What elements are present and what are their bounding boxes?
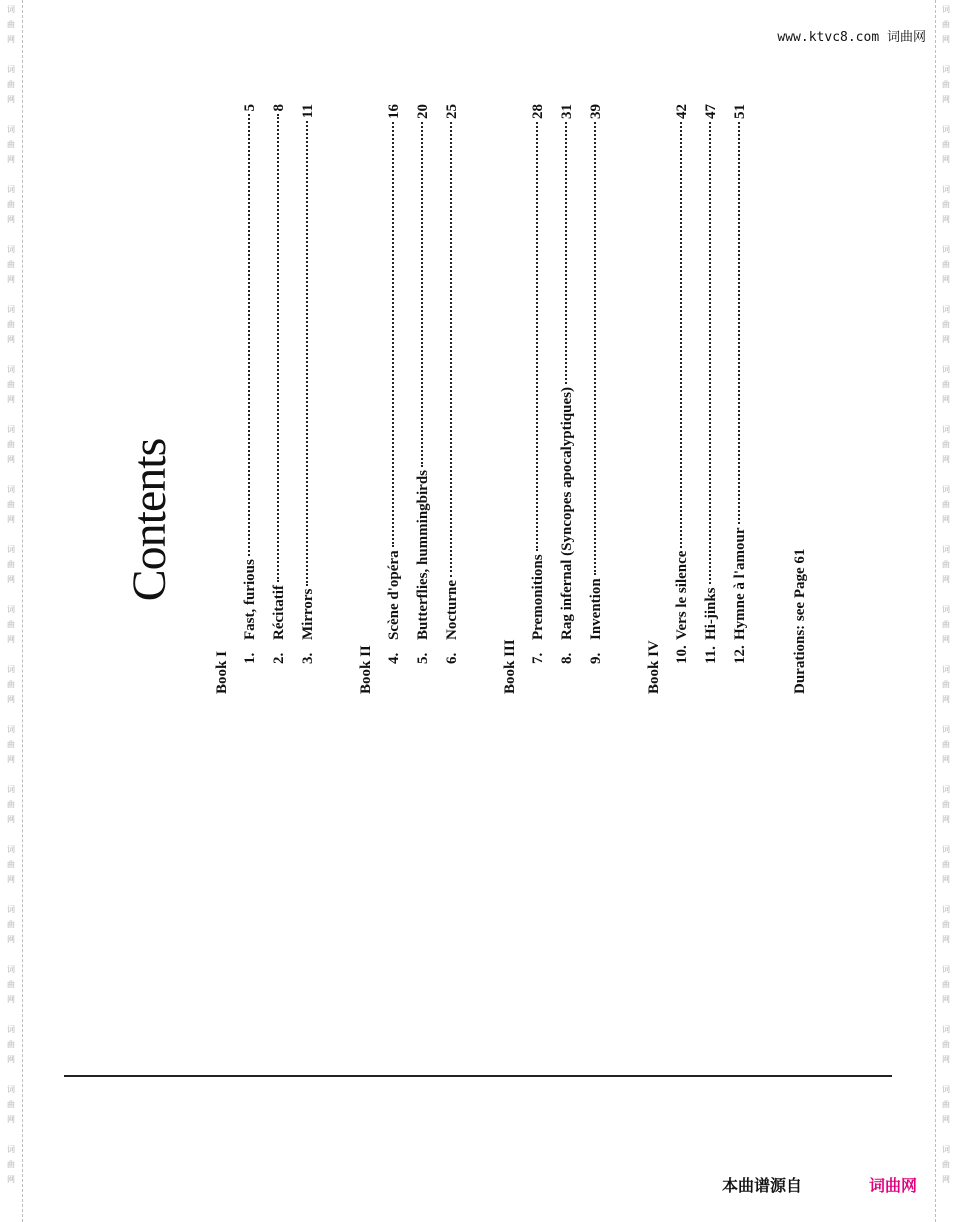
entry-number: 12.	[732, 645, 748, 664]
watermark-char: 曲	[942, 920, 950, 929]
contents-page	[118, 104, 838, 820]
watermark-char: 词	[7, 785, 15, 794]
site-header	[777, 26, 926, 45]
toc-entry	[294, 104, 323, 694]
watermark-char: 词	[7, 725, 15, 734]
left-watermark-strip	[0, 0, 23, 1222]
watermark-char: 网	[942, 1115, 950, 1124]
watermark-char: 词	[942, 305, 950, 314]
watermark-char: 网	[942, 155, 950, 164]
page-title: Contents	[123, 438, 176, 602]
watermark-char: 曲	[7, 800, 15, 809]
watermark-char: 词	[7, 965, 15, 974]
watermark-char: 网	[942, 335, 950, 344]
watermark-char: 网	[7, 575, 15, 584]
toc-entry	[409, 104, 438, 694]
dot-leader	[709, 122, 711, 584]
watermark-group	[942, 180, 950, 240]
watermark-group	[942, 0, 950, 60]
watermark-group	[7, 960, 15, 1020]
watermark-char: 曲	[7, 380, 15, 389]
watermark-char: 网	[7, 1055, 15, 1064]
watermark-char: 网	[7, 95, 15, 104]
watermark-char: 词	[942, 125, 950, 134]
watermark-group	[7, 600, 15, 660]
watermark-char: 词	[942, 845, 950, 854]
watermark-char: 曲	[7, 1100, 15, 1109]
watermark-group	[7, 120, 15, 180]
entry-number: 3.	[300, 652, 316, 664]
watermark-char: 曲	[7, 560, 15, 569]
watermark-char: 网	[7, 935, 15, 944]
watermark-char: 曲	[7, 320, 15, 329]
toc-entry	[236, 104, 265, 694]
watermark-char: 词	[7, 365, 15, 374]
watermark-char: 曲	[942, 440, 950, 449]
watermark-group	[7, 180, 15, 240]
watermark-char: 词	[7, 5, 15, 14]
watermark-group	[942, 900, 950, 960]
watermark-char: 网	[7, 1175, 15, 1184]
watermark-group	[942, 360, 950, 420]
entry-page-number: 11	[300, 104, 316, 119]
watermark-char: 曲	[942, 320, 950, 329]
entry-page-number: 47	[703, 104, 719, 119]
watermark-char: 词	[7, 1145, 15, 1154]
watermark-char: 词	[942, 365, 950, 374]
watermark-group	[942, 480, 950, 540]
site-url[interactable]: www.ktvc8.com	[777, 30, 880, 45]
watermark-char: 网	[942, 215, 950, 224]
table-of-contents	[208, 104, 814, 694]
watermark-char: 词	[7, 425, 15, 434]
entry-title: Premonitions	[530, 554, 546, 640]
watermark-group	[7, 540, 15, 600]
watermark-char: 词	[942, 485, 950, 494]
watermark-char: 曲	[942, 860, 950, 869]
watermark-group	[7, 60, 15, 120]
watermark-char: 网	[942, 755, 950, 764]
watermark-char: 曲	[942, 1100, 950, 1109]
watermark-char: 曲	[7, 500, 15, 509]
watermark-char: 曲	[942, 980, 950, 989]
toc-entry	[582, 104, 611, 694]
watermark-char: 曲	[7, 680, 15, 689]
watermark-char: 曲	[7, 80, 15, 89]
watermark-char: 曲	[7, 200, 15, 209]
entry-page-number: 16	[386, 104, 402, 119]
entry-number: 7.	[530, 652, 546, 664]
watermark-group	[942, 120, 950, 180]
entry-page-number: 39	[588, 104, 604, 119]
entry-number: 11.	[703, 646, 719, 664]
site-name[interactable]: 词曲网	[886, 30, 926, 45]
watermark-group	[942, 540, 950, 600]
entry-page-number: 42	[674, 104, 690, 119]
watermark-group	[942, 720, 950, 780]
entry-title: Hymne à l'amour	[732, 527, 748, 640]
entry-title: Invention	[588, 578, 604, 640]
entry-title: Rag infernal (Syncopes apocalyptiques)	[559, 387, 575, 640]
watermark-group	[942, 960, 950, 1020]
watermark-char: 词	[942, 785, 950, 794]
watermark-group	[942, 1140, 950, 1200]
watermark-char: 曲	[942, 1160, 950, 1169]
book-heading: Book I	[214, 651, 230, 694]
watermark-char: 曲	[7, 1040, 15, 1049]
entry-page-number: 20	[415, 104, 431, 119]
entry-page-number: 51	[732, 104, 748, 119]
entry-number: 4.	[386, 652, 402, 664]
dot-leader	[536, 122, 538, 551]
book-heading: Book II	[358, 645, 374, 694]
watermark-char: 网	[7, 635, 15, 644]
entry-page-number: 31	[559, 104, 575, 119]
toc-entry	[697, 104, 726, 694]
watermark-char: 网	[7, 335, 15, 344]
watermark-char: 网	[7, 155, 15, 164]
watermark-char: 曲	[942, 680, 950, 689]
toc-entry	[265, 104, 294, 694]
watermark-char: 词	[942, 65, 950, 74]
watermark-char: 网	[7, 35, 15, 44]
watermark-group	[942, 660, 950, 720]
toc-entry	[438, 104, 467, 694]
watermark-char: 网	[7, 1115, 15, 1124]
watermark-char: 网	[7, 215, 15, 224]
watermark-char: 曲	[942, 500, 950, 509]
dot-leader	[738, 122, 740, 525]
watermark-group	[7, 1020, 15, 1080]
watermark-char: 词	[7, 845, 15, 854]
watermark-char: 曲	[942, 560, 950, 569]
dot-leader	[306, 121, 308, 585]
watermark-char: 词	[942, 425, 950, 434]
watermark-char: 词	[7, 665, 15, 674]
toc-entry	[668, 104, 697, 694]
watermark-char: 曲	[7, 440, 15, 449]
watermark-char: 曲	[7, 620, 15, 629]
footer-brand[interactable]: 词曲网	[869, 1176, 918, 1195]
watermark-char: 曲	[942, 140, 950, 149]
watermark-char: 网	[942, 455, 950, 464]
watermark-char: 网	[7, 695, 15, 704]
entry-title: Hi-jinks	[703, 587, 719, 640]
entry-number: 5.	[415, 652, 431, 664]
watermark-group	[7, 720, 15, 780]
entry-number: 2.	[271, 652, 287, 664]
watermark-char: 曲	[7, 260, 15, 269]
dot-leader	[392, 122, 394, 547]
watermark-char: 曲	[942, 20, 950, 29]
watermark-char: 网	[942, 635, 950, 644]
watermark-char: 词	[7, 605, 15, 614]
watermark-group	[942, 420, 950, 480]
divider-rule	[64, 1075, 892, 1077]
watermark-char: 词	[7, 1025, 15, 1034]
dot-leader	[565, 122, 567, 384]
toc-entry	[380, 104, 409, 694]
entry-number: 9.	[588, 652, 604, 664]
watermark-char: 词	[942, 5, 950, 14]
entry-title: Mirrors	[300, 588, 316, 640]
watermark-group	[7, 1140, 15, 1200]
watermark-char: 曲	[942, 200, 950, 209]
watermark-char: 网	[942, 575, 950, 584]
watermark-char: 曲	[7, 920, 15, 929]
watermark-char: 网	[7, 815, 15, 824]
watermark-char: 网	[942, 935, 950, 944]
footer-source-label: 本曲谱源自	[722, 1176, 803, 1195]
watermark-char: 词	[7, 905, 15, 914]
entry-page-number: 8	[271, 104, 287, 112]
book-heading: Book IV	[646, 640, 662, 694]
watermark-group	[942, 780, 950, 840]
entry-title: Scène d'opéra	[386, 550, 402, 640]
watermark-char: 网	[7, 755, 15, 764]
watermark-char: 网	[7, 275, 15, 284]
dot-leader	[680, 122, 682, 548]
watermark-char: 曲	[942, 260, 950, 269]
watermark-char: 词	[7, 1085, 15, 1094]
watermark-char: 词	[942, 545, 950, 554]
watermark-char: 网	[7, 515, 15, 524]
watermark-char: 曲	[7, 980, 15, 989]
watermark-char: 词	[7, 485, 15, 494]
watermark-group	[942, 840, 950, 900]
watermark-char: 词	[7, 545, 15, 554]
watermark-char: 网	[942, 815, 950, 824]
toc-entry	[553, 104, 582, 694]
watermark-char: 网	[942, 995, 950, 1004]
watermark-char: 词	[942, 1025, 950, 1034]
toc-entry	[524, 104, 553, 694]
watermark-group	[942, 1080, 950, 1140]
watermark-char: 词	[7, 185, 15, 194]
watermark-char: 词	[942, 725, 950, 734]
watermark-group	[7, 300, 15, 360]
entry-page-number: 28	[530, 104, 546, 119]
watermark-char: 词	[942, 665, 950, 674]
watermark-char: 网	[942, 275, 950, 284]
watermark-group	[7, 1080, 15, 1140]
watermark-char: 词	[942, 1085, 950, 1094]
watermark-char: 网	[942, 1175, 950, 1184]
entry-number: 6.	[444, 652, 460, 664]
durations-note: Durations: see Page 61	[792, 548, 808, 694]
watermark-char: 网	[942, 515, 950, 524]
watermark-char: 曲	[7, 20, 15, 29]
watermark-group	[7, 480, 15, 540]
dot-leader	[421, 122, 423, 467]
dot-leader	[277, 115, 279, 583]
watermark-char: 曲	[942, 620, 950, 629]
entry-number: 1.	[242, 652, 258, 664]
watermark-group	[942, 1020, 950, 1080]
watermark-char: 词	[7, 245, 15, 254]
watermark-char: 曲	[7, 740, 15, 749]
watermark-group	[7, 660, 15, 720]
watermark-char: 网	[942, 875, 950, 884]
watermark-group	[7, 780, 15, 840]
watermark-char: 网	[942, 1055, 950, 1064]
watermark-group	[942, 60, 950, 120]
dot-leader	[248, 115, 250, 557]
entry-title: Fast, furious	[242, 559, 258, 640]
toc-entry	[726, 104, 755, 694]
watermark-char: 网	[7, 995, 15, 1004]
watermark-char: 词	[7, 305, 15, 314]
entry-title: Nocturne	[444, 580, 460, 640]
watermark-group	[7, 240, 15, 300]
watermark-char: 词	[942, 185, 950, 194]
watermark-group	[7, 0, 15, 60]
watermark-group	[7, 840, 15, 900]
watermark-char: 曲	[7, 1160, 15, 1169]
watermark-char: 网	[7, 875, 15, 884]
watermark-group	[942, 600, 950, 660]
watermark-char: 网	[942, 95, 950, 104]
entry-number: 8.	[559, 652, 575, 664]
watermark-group	[7, 420, 15, 480]
watermark-char: 词	[942, 605, 950, 614]
watermark-char: 网	[942, 35, 950, 44]
watermark-char: 曲	[942, 740, 950, 749]
watermark-group	[942, 300, 950, 360]
watermark-group	[7, 900, 15, 960]
entry-page-number: 25	[444, 104, 460, 119]
dot-leader	[594, 122, 596, 575]
watermark-char: 网	[7, 395, 15, 404]
watermark-char: 网	[7, 455, 15, 464]
watermark-char: 词	[942, 965, 950, 974]
watermark-char: 曲	[7, 140, 15, 149]
book-heading: Book III	[502, 639, 518, 694]
watermark-char: 网	[942, 395, 950, 404]
watermark-char: 曲	[7, 860, 15, 869]
watermark-char: 曲	[942, 380, 950, 389]
watermark-char: 词	[942, 905, 950, 914]
entry-title: Récitatif	[271, 585, 287, 640]
entry-number: 10.	[674, 645, 690, 664]
entry-page-number: 5	[242, 104, 258, 112]
watermark-char: 词	[7, 65, 15, 74]
watermark-group	[942, 240, 950, 300]
watermark-char: 曲	[942, 800, 950, 809]
dot-leader	[450, 122, 452, 577]
watermark-char: 曲	[942, 1040, 950, 1049]
watermark-group	[7, 360, 15, 420]
watermark-char: 词	[942, 245, 950, 254]
watermark-char: 词	[942, 1145, 950, 1154]
watermark-char: 曲	[942, 80, 950, 89]
entry-title: Vers le silence	[674, 550, 690, 640]
right-watermark-strip	[935, 0, 956, 1222]
watermark-char: 网	[942, 695, 950, 704]
watermark-char: 词	[7, 125, 15, 134]
entry-title: Butterflies, hummingbirds	[415, 469, 431, 640]
